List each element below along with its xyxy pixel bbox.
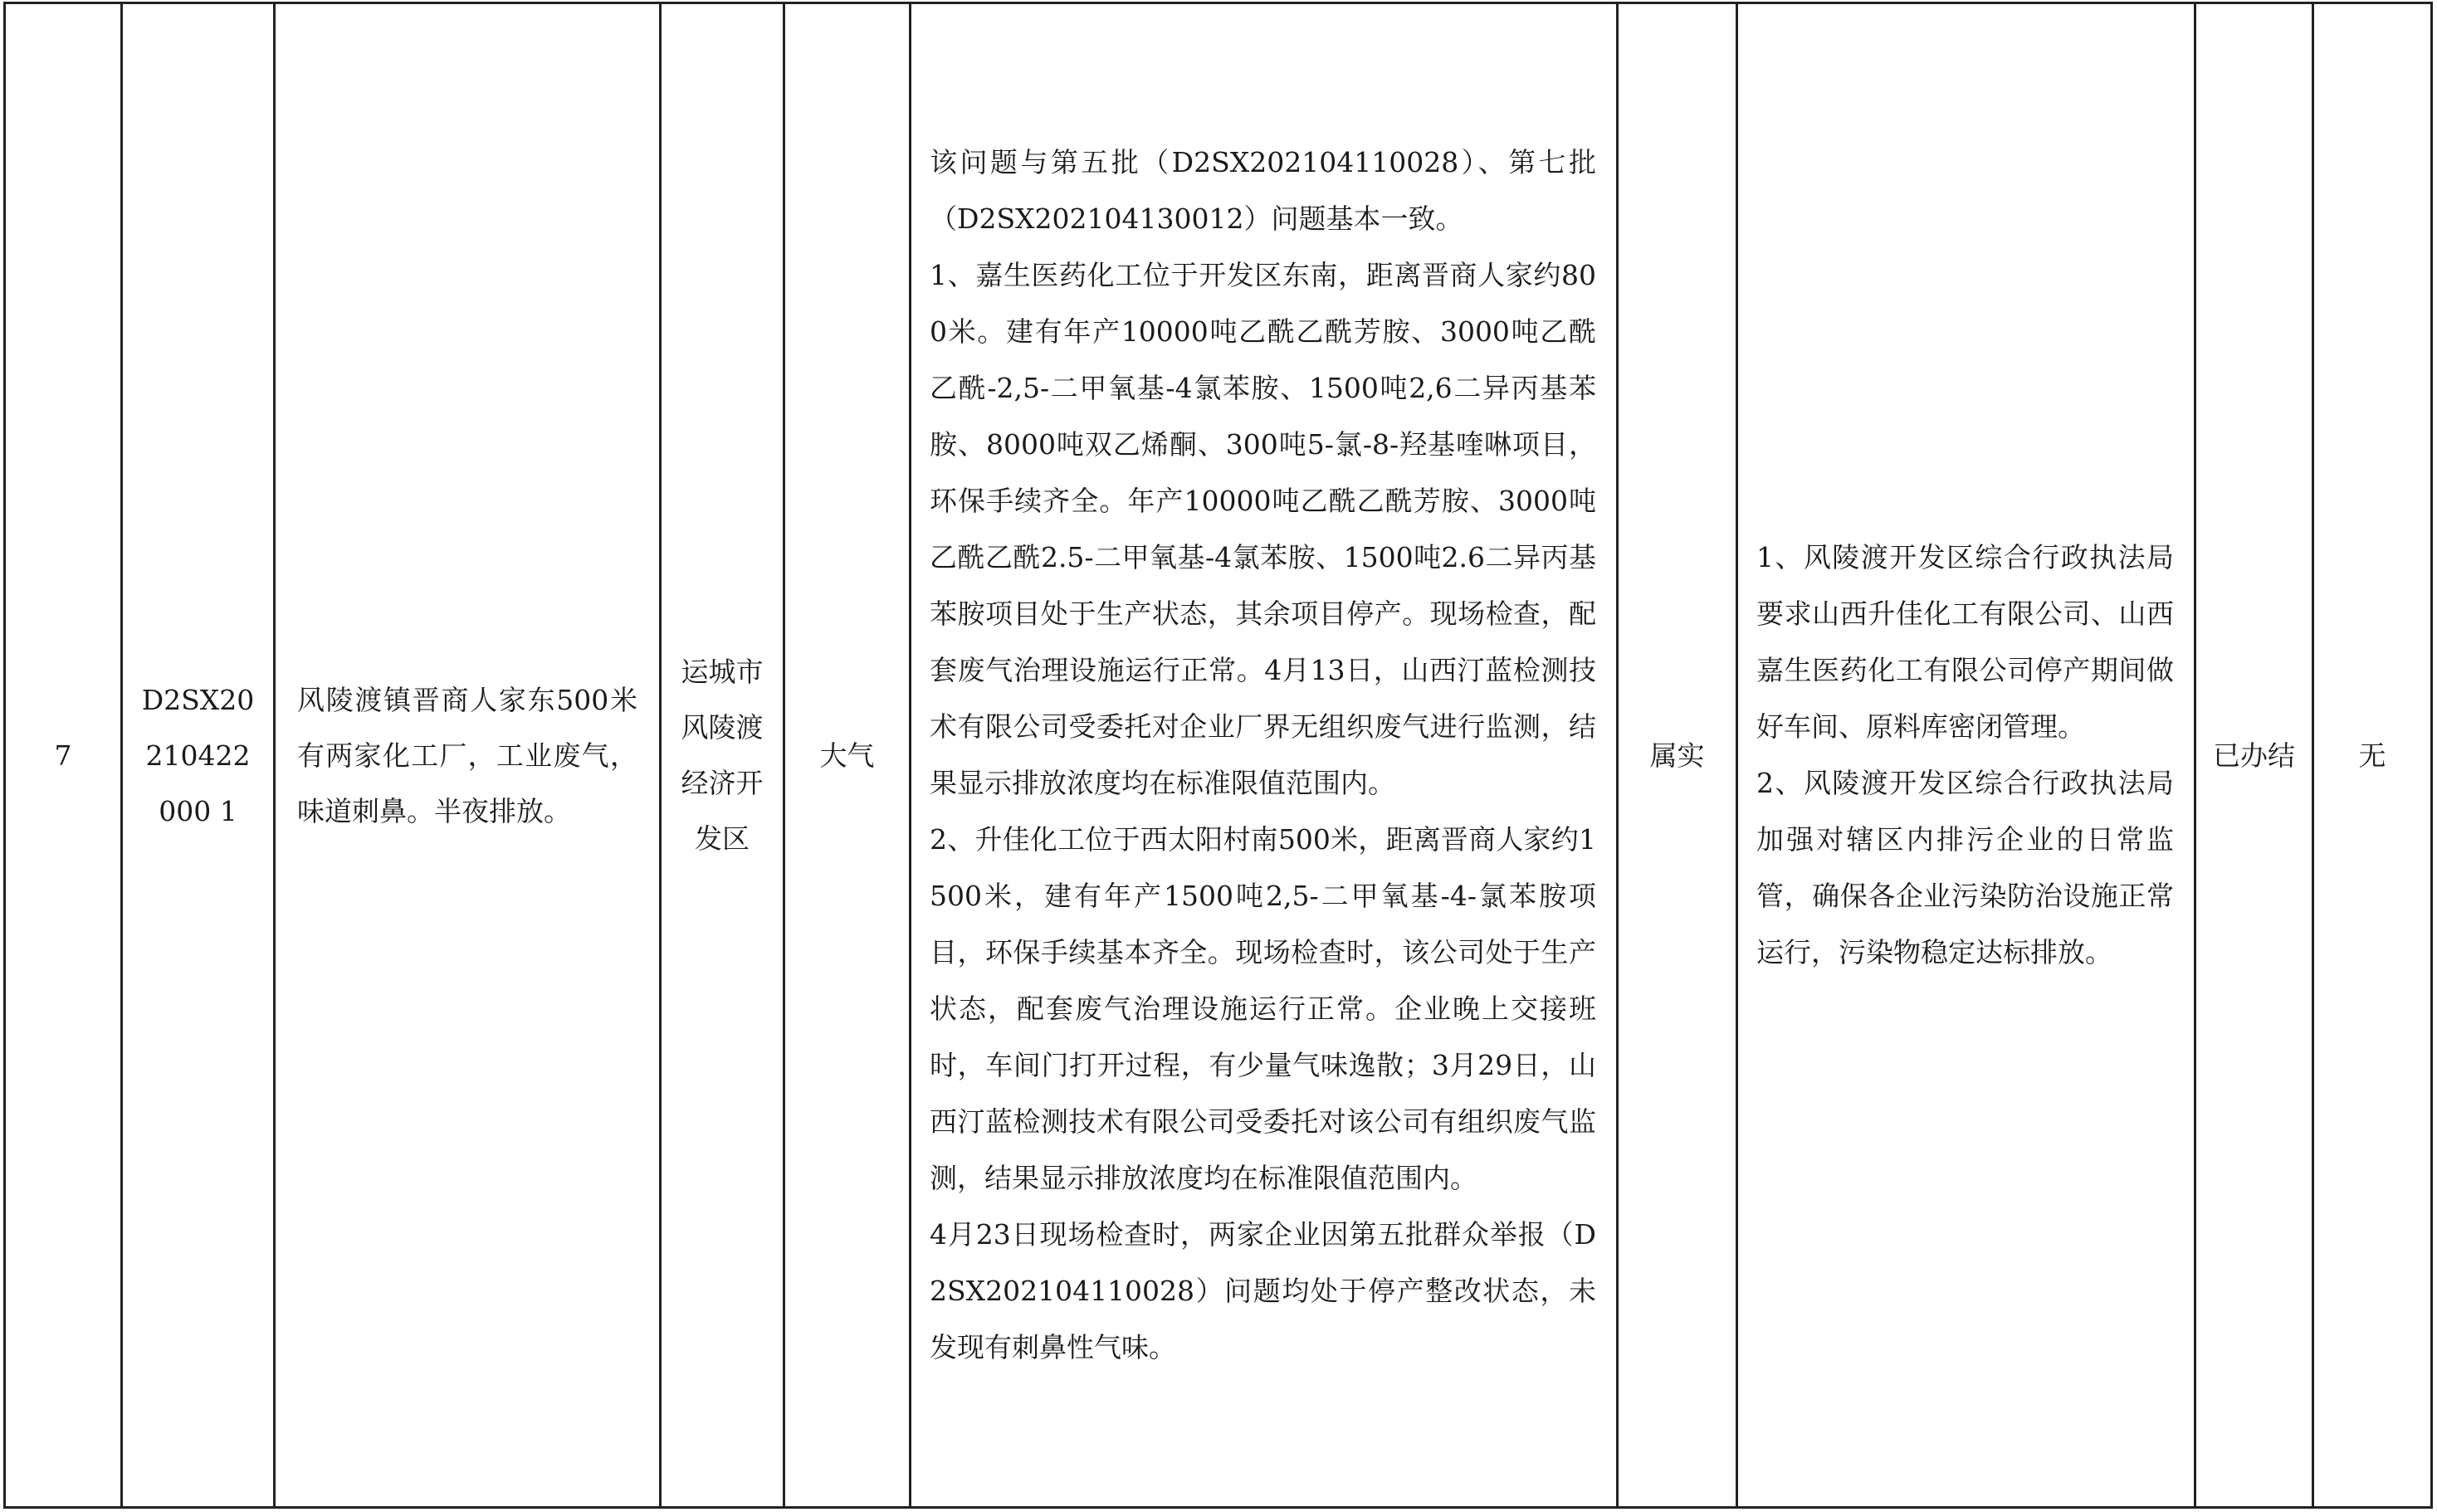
complaint-cell	[275, 3, 661, 1508]
pollution-type: 大气	[819, 739, 875, 772]
accountability-text: 无	[2358, 739, 2386, 772]
accountability-cell	[2313, 3, 2432, 1508]
location-cell	[661, 3, 784, 1508]
rectification-cell	[1737, 3, 2195, 1508]
pollution-type-cell	[784, 3, 911, 1508]
status-cell	[2195, 3, 2313, 1508]
investigation-paragraph: 4月23日现场检查时，两家企业因第五批群众举报（D2SX202104110028）问题均处于停产整改状态，未发现有刺鼻性气味。	[930, 1218, 1596, 1363]
complaint-table	[3, 2, 2433, 1509]
table-row	[5, 3, 2432, 1508]
investigation-paragraph: 该问题与第五批（D2SX202104110028）、第七批（D2SX202104130012）问题基本一致。	[930, 146, 1596, 235]
investigation-paragraph: 2、升佳化工位于西太阳村南500米，距离晋商人家约1500米，建有年产1500吨2,5-二甲氧基-4-氯苯胺项目，环保手续基本齐全。现场检查时，该公司处于生产状态，配套废气治理设施运行正常。企业晚上交接班时，车间门打开过程，有少量气味逸散；3月29日，山西汀蓝检测技术有限公司受委托对该公司有组织废气监测，结果显示排放浓度均在标准限值范围内。	[930, 823, 1596, 1194]
case-id-cell	[122, 3, 275, 1508]
row-index-cell	[5, 3, 122, 1508]
rectification-paragraph: 1、风陵渡开发区综合行政执法局要求山西升佳化工有限公司、山西嘉生医药化工有限公司停产期间做好车间、原料库密闭管理。	[1756, 541, 2174, 743]
status-text: 已办结	[2213, 739, 2295, 772]
complaint-text: 风陵渡镇晋商人家东500米有两家化工厂，工业废气，味道刺鼻。半夜排放。	[297, 683, 637, 827]
case-id: D2SX20210422000 1	[141, 683, 255, 827]
rectification-paragraph: 2、风陵渡开发区综合行政执法局加强对辖区内排污企业的日常监管，确保各企业污染防治设施正常运行，污染物稳定达标排放。	[1756, 767, 2174, 968]
location-text: 运城市风陵渡经济开发区	[681, 656, 764, 855]
verdict-text: 属实	[1649, 739, 1705, 772]
verdict-cell	[1618, 3, 1737, 1508]
investigation-cell	[911, 3, 1618, 1508]
row-index: 7	[54, 739, 72, 772]
investigation-paragraph: 1、嘉生医药化工位于开发区东南，距离晋商人家约800米。建有年产10000吨乙酰乙酰芳胺、3000吨乙酰乙酰-2,5-二甲氧基-4氯苯胺、1500吨2,6二异丙基苯胺、8000吨双乙烯酮、300吨5-氯-8-羟基喹啉项目，环保手续齐全。年产10000吨乙酰乙酰芳胺、3000吨乙酰乙酰2.5-二甲氧基-4氯苯胺、1500吨2.6二异丙基苯胺项目处于生产状态，其余项目停产。现场检查，配套废气治理设施运行正常。4月13日，山西汀蓝检测技术有限公司受委托对企业厂界无组织废气进行监测，结果显示排放浓度均在标准限值范围内。	[930, 259, 1596, 799]
